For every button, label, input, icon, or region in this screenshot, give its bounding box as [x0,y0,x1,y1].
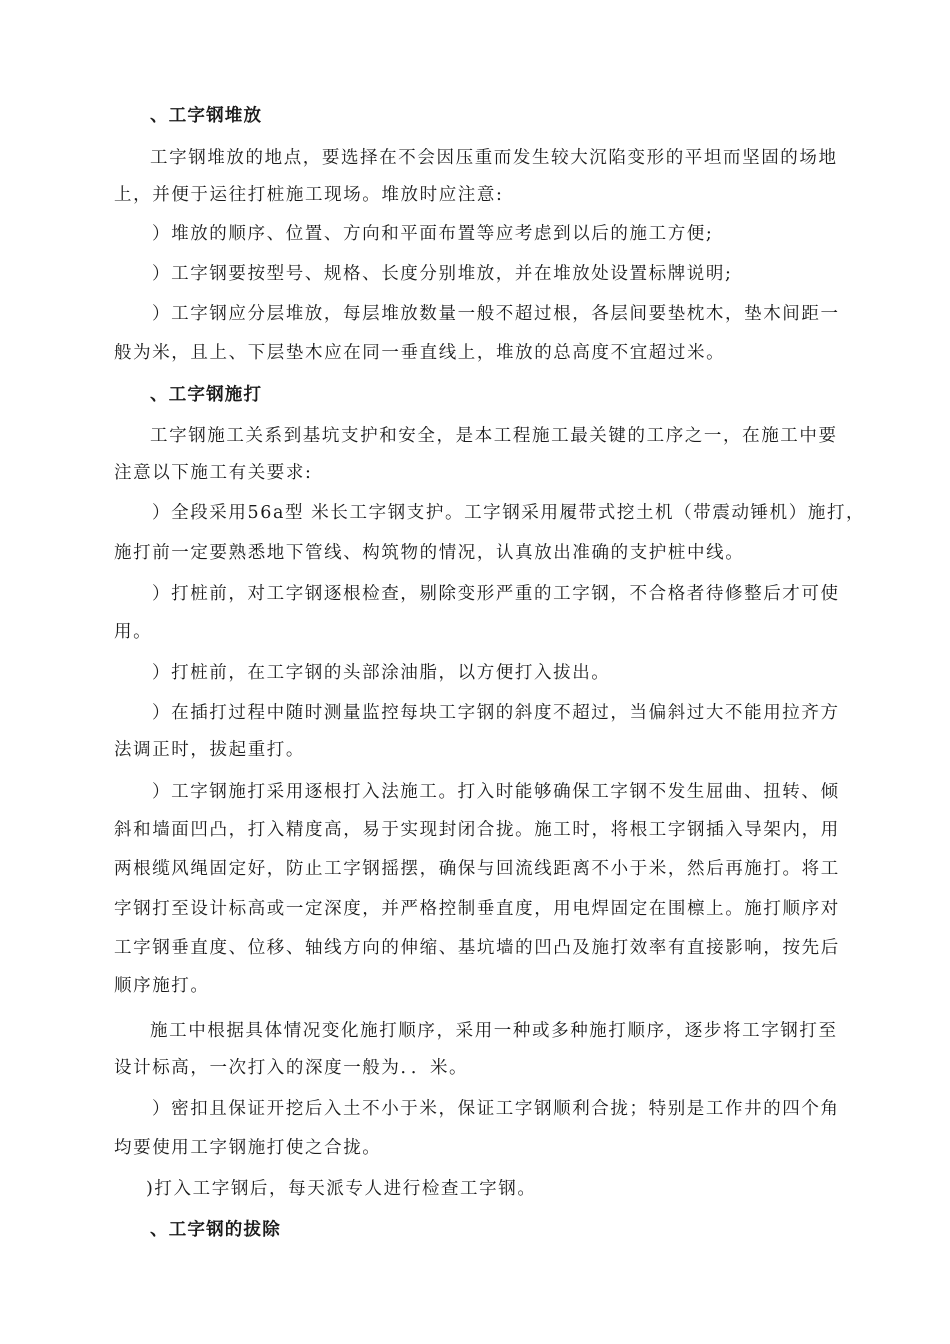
list-item-continuation: 两根缆风绳固定好，防止工字钢摇摆，确保与回流线距离不小于米，然后再施打。将工 [114,859,840,879]
list-item: ）全段采用56a型 米长工字钢支护。工字钢采用履带式挖土机（带震动锤机）施打， [152,503,866,523]
list-item-continuation: 斜和墙面凹凸，打入精度高，易于实现封闭合拢。施工时，将根工字钢插入导架内，用 [114,820,840,840]
paragraph-line: 施工中根据具体情况变化施打顺序，采用一种或多种施打顺序，逐步将工字钢打至 [150,1021,838,1041]
list-item: ）工字钢要按型号、规格、长度分别堆放，并在堆放处设置标牌说明; [152,264,733,284]
list-item: ）打桩前，对工字钢逐根检查，剔除变形严重的工字钢，不合格者待修整后才可使 [152,584,840,604]
list-item-continuation: 工字钢垂直度、位移、轴线方向的伸缩、基坑墙的凹凸及施打效率有直接影响，按先后 [114,938,840,958]
list-item-continuation: 均要使用工字钢施打使之合拢。 [114,1138,382,1158]
section-heading-stacking: 、工字钢堆放 [150,106,263,126]
list-item-continuation: 顺序施打。 [114,976,210,996]
list-item-continuation: 施打前一定要熟悉地下管线、构筑物的情况，认真放出准确的支护桩中线。 [114,543,745,563]
list-item: ）打桩前，在工字钢的头部涂油脂，以方便打入拔出。 [152,663,611,683]
list-item: ）工字钢应分层堆放，每层堆放数量一般不超过根，各层间要垫枕木，垫木间距一 [152,304,840,324]
list-item-continuation: 用。 [114,622,153,642]
list-item-continuation: 般为米，且上、下层垫木应在同一垂直线上，堆放的总高度不宜超过米。 [114,343,726,363]
paragraph-line: 上，并便于运往打桩施工现场。堆放时应注意: [114,185,504,205]
paragraph-line: 设计标高，一次打入的深度一般为．．米。 [114,1058,469,1078]
list-item: ）工字钢施打采用逐根打入法施工。打入时能够确保工字钢不发生屈曲、扭转、倾 [152,782,840,802]
list-item: ）在插打过程中随时测量监控每块工字钢的斜度不超过，当偏斜过大不能用拉齐方 [152,703,840,723]
list-item: ）密扣且保证开挖后入土不小于米，保证工字钢顺利合拢；特别是工作井的四个角 [152,1099,840,1119]
paragraph-line: 工字钢施工关系到基坑支护和安全，是本工程施工最关键的工序之一，在施工中要 [150,426,838,446]
paragraph-line: 注意以下施工有关要求: [114,463,313,483]
list-item: )打入工字钢后，每天派专人进行检查工字钢。 [146,1179,537,1199]
section-heading-removal: 、工字钢的拔除 [150,1220,281,1240]
list-item-continuation: 字钢打至设计标高或一定深度，并严格控制垂直度，用电焊固定在围檩上。施打顺序对 [114,899,840,919]
section-heading-driving: 、工字钢施打 [150,385,263,405]
list-item: ）堆放的顺序、位置、方向和平面布置等应考虑到以后的施工方便; [152,224,714,244]
paragraph-line: 工字钢堆放的地点，要选择在不会因压重而发生较大沉陷变形的平坦而坚固的场地 [150,148,838,168]
list-item-continuation: 法调正时，拔起重打。 [114,740,305,760]
